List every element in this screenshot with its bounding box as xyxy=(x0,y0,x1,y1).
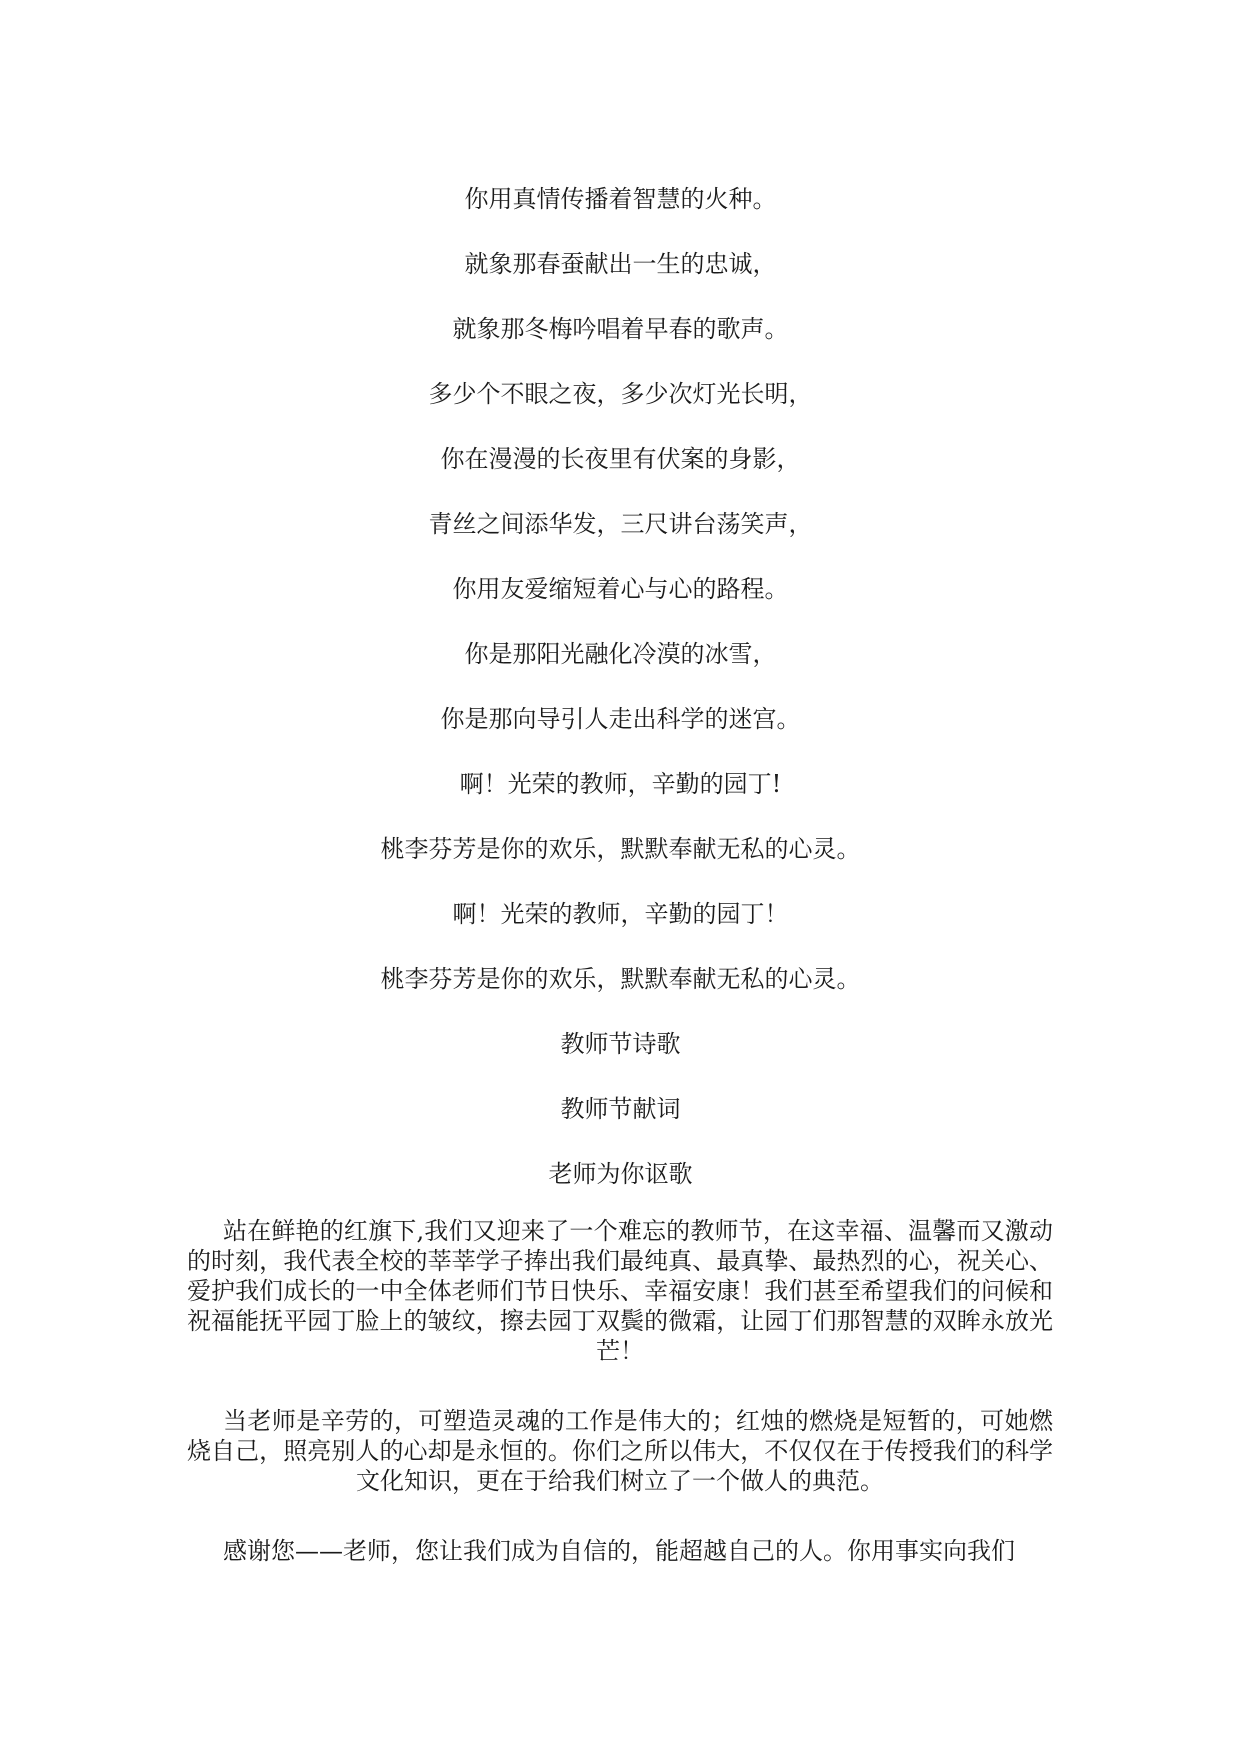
poem-line: 桃李芬芳是你的欢乐，默默奉献无私的心灵。 xyxy=(380,965,861,993)
poem-line: 就象那冬梅吟唱着早春的歌声。 xyxy=(452,315,789,343)
poem-line: 你是那阳光融化冷漠的冰雪， xyxy=(464,640,777,668)
poem-line: 啊！光荣的教师，辛勤的园丁! xyxy=(459,770,782,798)
body-paragraph: 感谢您——老师，您让我们成为自信的，能超越自己的人。你用事实向我们 xyxy=(223,1537,1015,1565)
section-heading: 教师节诗歌 xyxy=(560,1030,681,1058)
section-heading: 教师节献词 xyxy=(560,1095,681,1123)
poem-line: 桃李芬芳是你的欢乐，默默奉献无私的心灵。 xyxy=(380,835,861,863)
body-paragraph: 站在鲜艳的红旗下,我们又迎来了一个难忘的教师节，在这幸福、温馨而又激动的时刻，我代表全校的莘莘学子捧出我们最纯真、最真挚、最热烈的心，祝关心、爱护我们成长的一中全体老师们节日快乐、幸福安康！我们甚至希望我们的问候和祝福能抚平园丁脸上的皱纹，擦去园丁双鬓的微霜，让园丁们那智慧的双眸永放光芒！ xyxy=(187,1217,1053,1365)
poem-line: 青丝之间添华发，三尺讲台荡笑声， xyxy=(428,510,813,538)
section-heading: 老师为你讴歌 xyxy=(548,1160,693,1188)
body-paragraph: 当老师是辛劳的，可塑造灵魂的工作是伟大的；红烛的燃烧是短暂的，可她燃烧自己，照亮别人的心却是永恒的。你们之所以伟大，不仅仅在于传授我们的科学文化知识，更在于给我们树立了一个做人的典范。 xyxy=(187,1407,1053,1495)
poem-line: 你用友爱缩短着心与心的路程。 xyxy=(452,575,789,603)
poem-line: 你是那向导引人走出科学的迷宫。 xyxy=(440,705,801,733)
poem-line: 多少个不眼之夜，多少次灯光长明， xyxy=(428,380,813,408)
poem-line: 就象那春蚕献出一生的忠诚， xyxy=(464,250,777,278)
poem-line: 你用真情传播着智慧的火种。 xyxy=(464,185,777,213)
poem-line: 啊！光荣的教师，辛勤的园丁！ xyxy=(452,900,789,928)
poem-line: 你在漫漫的长夜里有伏案的身影， xyxy=(440,445,801,473)
